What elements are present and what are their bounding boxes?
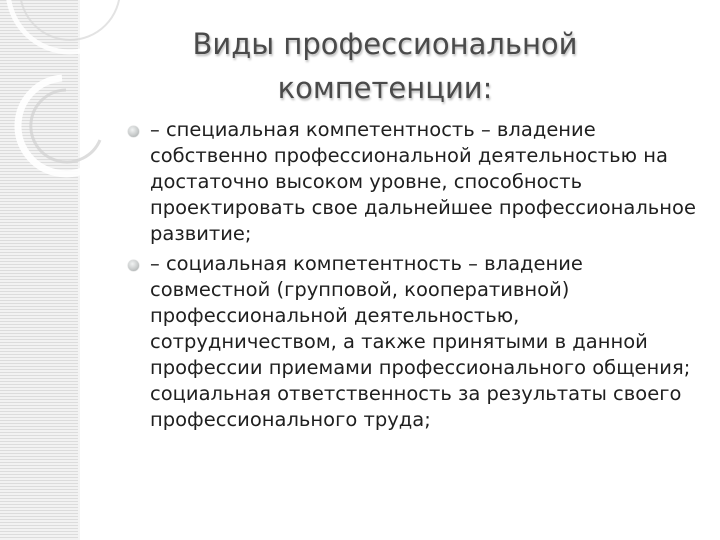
title-line-1: Виды профессиональной [192,27,578,61]
bullet-text: – специальная компетентность – владение собственно профессиональной деятельностью на достаточно высоком уровне, способность проектировать свое дальнейшее профессиональное развитие; [150,118,696,245]
bullet-item-special-competence [128,117,698,247]
bullet-item-social-competence [128,251,698,433]
slide-title [150,22,620,110]
bullet-dot-icon [128,126,139,137]
bullet-text: – социальная компетентность – владение совместной (групповой, кооперативной) профессиональной деятельностью, сотрудничеством, а также принятыми в данной профессии приемами профессионального общения; социальная ответственность за результаты своего профессионального труда; [150,252,691,431]
bullet-list [128,117,698,437]
title-line-2: компетенции: [277,71,493,105]
bullet-dot-icon [128,260,139,271]
